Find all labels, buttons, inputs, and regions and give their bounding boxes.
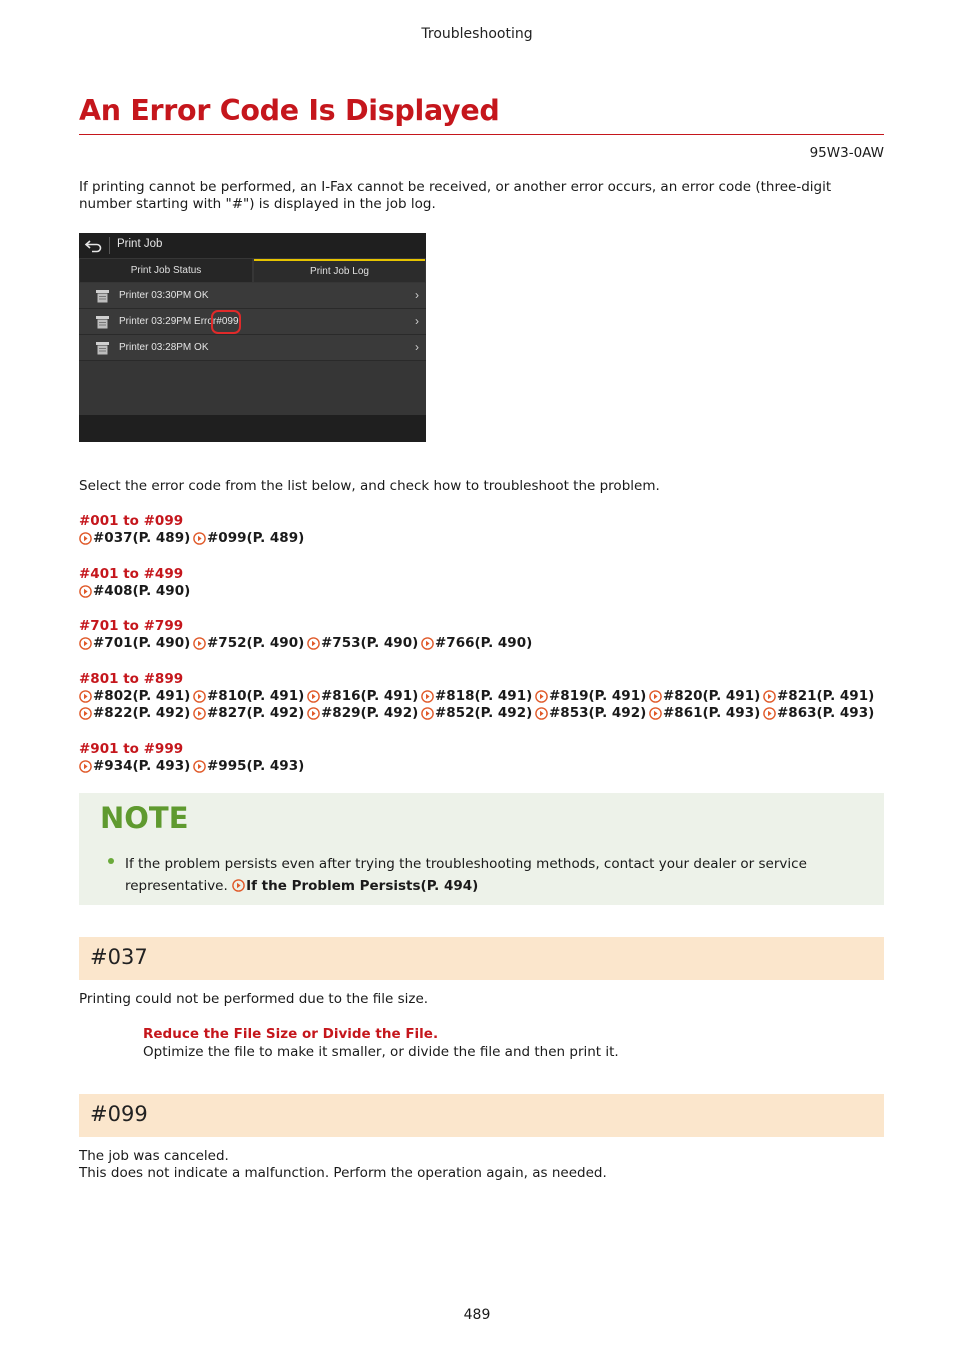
- running-header: Troubleshooting: [421, 26, 533, 42]
- error-code-link-text: #408(P. 490): [93, 583, 191, 599]
- range-heading: #001 to #099: [79, 513, 184, 529]
- error-code-link[interactable]: [763, 688, 874, 704]
- range-heading: #901 to #999: [79, 741, 184, 757]
- note-body: If the problem persists even after trying the troubleshooting methods, contact your dealer or service representative.: [125, 856, 807, 894]
- circled-arrow-icon: [79, 690, 92, 703]
- error-code-link-text: #821(P. 491): [777, 688, 875, 704]
- error-code-link[interactable]: [79, 635, 190, 651]
- circled-arrow-icon: [649, 707, 662, 720]
- error-code-link-text: #037(P. 489): [93, 530, 191, 546]
- printer-icon: [95, 289, 110, 303]
- note-link[interactable]: [232, 878, 478, 894]
- error-code-link[interactable]: [193, 530, 304, 546]
- bullet-icon: [108, 858, 114, 864]
- section-heading: #037: [90, 945, 148, 969]
- printer-icon: [95, 315, 110, 329]
- error-code-highlight: #099: [216, 316, 239, 327]
- printer-icon: [95, 341, 110, 355]
- intro-paragraph: If printing cannot be performed, an I-Fax cannot be received, or another error occurs, an error code (three-digit number starting with "#") is displayed in the job log.: [79, 179, 832, 212]
- circled-arrow-icon: [535, 690, 548, 703]
- select-instruction: Select the error code from the list below, and check how to troubleshoot the problem.: [79, 478, 660, 494]
- error-code-link-text: #822(P. 492): [93, 705, 191, 721]
- title-separator: [109, 237, 110, 254]
- circled-arrow-icon: [193, 690, 206, 703]
- error-code-link-text: #802(P. 491): [93, 688, 191, 704]
- error-code-link[interactable]: [763, 705, 874, 721]
- job-log-row: [79, 309, 426, 335]
- page-number: 489: [463, 1307, 491, 1323]
- error-code-link-text: #852(P. 492): [435, 705, 533, 721]
- error-code-link-text: #934(P. 493): [93, 758, 191, 774]
- circled-arrow-icon: [421, 707, 434, 720]
- back-arrow-icon: [84, 237, 104, 254]
- circled-arrow-icon: [535, 707, 548, 720]
- error-code-link[interactable]: [421, 635, 532, 651]
- circled-arrow-icon: [79, 760, 92, 773]
- remedy-heading: Reduce the File Size or Divide the File.: [143, 1026, 439, 1042]
- chevron-right-icon: ›: [415, 288, 419, 302]
- error-code-link[interactable]: [649, 688, 760, 704]
- error-code-link-text: #863(P. 493): [777, 705, 875, 721]
- job-log-row: [79, 283, 426, 309]
- circled-arrow-icon: [79, 585, 92, 598]
- section-body: The job was canceled.: [79, 1148, 229, 1164]
- error-code-link[interactable]: [193, 705, 304, 721]
- error-code-link-text: #827(P. 492): [207, 705, 305, 721]
- error-code-link[interactable]: [307, 635, 418, 651]
- error-code-link[interactable]: [193, 758, 304, 774]
- job-log-row-text: Printer 03:30PM OK: [119, 290, 209, 301]
- circled-arrow-icon: [79, 707, 92, 720]
- circled-arrow-icon: [193, 532, 206, 545]
- tab-print-job-log: Print Job Log: [254, 259, 425, 282]
- error-code-link-text: #818(P. 491): [435, 688, 533, 704]
- range-heading: #701 to #799: [79, 618, 184, 634]
- note-link-text: If the Problem Persists(P. 494): [246, 878, 479, 894]
- section-heading: #099: [90, 1102, 148, 1126]
- error-code-link[interactable]: [79, 583, 190, 599]
- circled-arrow-icon: [763, 690, 776, 703]
- error-highlight-ring: [211, 310, 241, 334]
- circled-arrow-icon: [232, 879, 245, 892]
- error-code-link-text: #816(P. 491): [321, 688, 419, 704]
- title-rule: [79, 134, 884, 135]
- error-code-link[interactable]: [307, 705, 418, 721]
- circled-arrow-icon: [421, 637, 434, 650]
- error-code-link-text: #829(P. 492): [321, 705, 419, 721]
- tab-print-job-status: Print Job Status: [80, 259, 252, 282]
- chevron-right-icon: ›: [415, 340, 419, 354]
- error-code-link[interactable]: [193, 688, 304, 704]
- circled-arrow-icon: [193, 760, 206, 773]
- job-log-row-label: Printer 03:29PM Error: [119, 316, 217, 327]
- circled-arrow-icon: [193, 637, 206, 650]
- section-heading-bar: [79, 937, 884, 980]
- page-title: An Error Code Is Displayed: [79, 94, 500, 127]
- screen-title-bar: [79, 233, 426, 258]
- error-code-link-text: #752(P. 490): [207, 635, 305, 651]
- section-body: Printing could not be performed due to the file size.: [79, 991, 429, 1007]
- error-code-link[interactable]: [421, 688, 532, 704]
- error-code-link-text: #995(P. 493): [207, 758, 305, 774]
- error-code-link-text: #853(P. 492): [549, 705, 647, 721]
- screen-bottom-bar: [79, 415, 426, 442]
- error-code-link-text: #099(P. 489): [207, 530, 305, 546]
- circled-arrow-icon: [79, 637, 92, 650]
- job-log-row-text: Printer 03:28PM OK: [119, 342, 209, 353]
- circled-arrow-icon: [421, 690, 434, 703]
- device-screen-image: [79, 233, 426, 442]
- circled-arrow-icon: [649, 690, 662, 703]
- error-code-link[interactable]: [535, 705, 646, 721]
- job-log-row: [79, 335, 426, 361]
- circled-arrow-icon: [307, 690, 320, 703]
- error-code-link-text: #861(P. 493): [663, 705, 761, 721]
- error-code-link[interactable]: [535, 688, 646, 704]
- error-code-link[interactable]: [649, 705, 760, 721]
- error-code-link[interactable]: [307, 688, 418, 704]
- error-code-link-text: #766(P. 490): [435, 635, 533, 651]
- error-code-link[interactable]: [421, 705, 532, 721]
- chevron-right-icon: ›: [415, 314, 419, 328]
- note-title: NOTE: [100, 801, 189, 835]
- error-code-link[interactable]: [79, 688, 190, 704]
- section-body: This does not indicate a malfunction. Perform the operation again, as needed.: [79, 1165, 607, 1181]
- error-code-link[interactable]: [79, 705, 190, 721]
- error-code-link-text: #753(P. 490): [321, 635, 419, 651]
- remedy-text: Optimize the file to make it smaller, or divide the file and then print it.: [143, 1044, 619, 1060]
- error-code-link-text: #810(P. 491): [207, 688, 305, 704]
- note-box: [79, 793, 884, 905]
- screen-title: Print Job: [117, 238, 163, 250]
- document-code: 95W3-0AW: [809, 145, 884, 161]
- error-code-link-text: #820(P. 491): [663, 688, 761, 704]
- range-heading: #401 to #499: [79, 566, 184, 582]
- range-heading: #801 to #899: [79, 671, 184, 687]
- circled-arrow-icon: [307, 637, 320, 650]
- error-code-link-text: #701(P. 490): [93, 635, 191, 651]
- error-code-link[interactable]: [79, 758, 190, 774]
- circled-arrow-icon: [193, 707, 206, 720]
- circled-arrow-icon: [307, 707, 320, 720]
- circled-arrow-icon: [763, 707, 776, 720]
- error-code-link-text: #819(P. 491): [549, 688, 647, 704]
- circled-arrow-icon: [79, 532, 92, 545]
- note-text: [125, 853, 865, 897]
- error-code-link[interactable]: [193, 635, 304, 651]
- error-code-link[interactable]: [79, 530, 190, 546]
- section-heading-bar: [79, 1094, 884, 1137]
